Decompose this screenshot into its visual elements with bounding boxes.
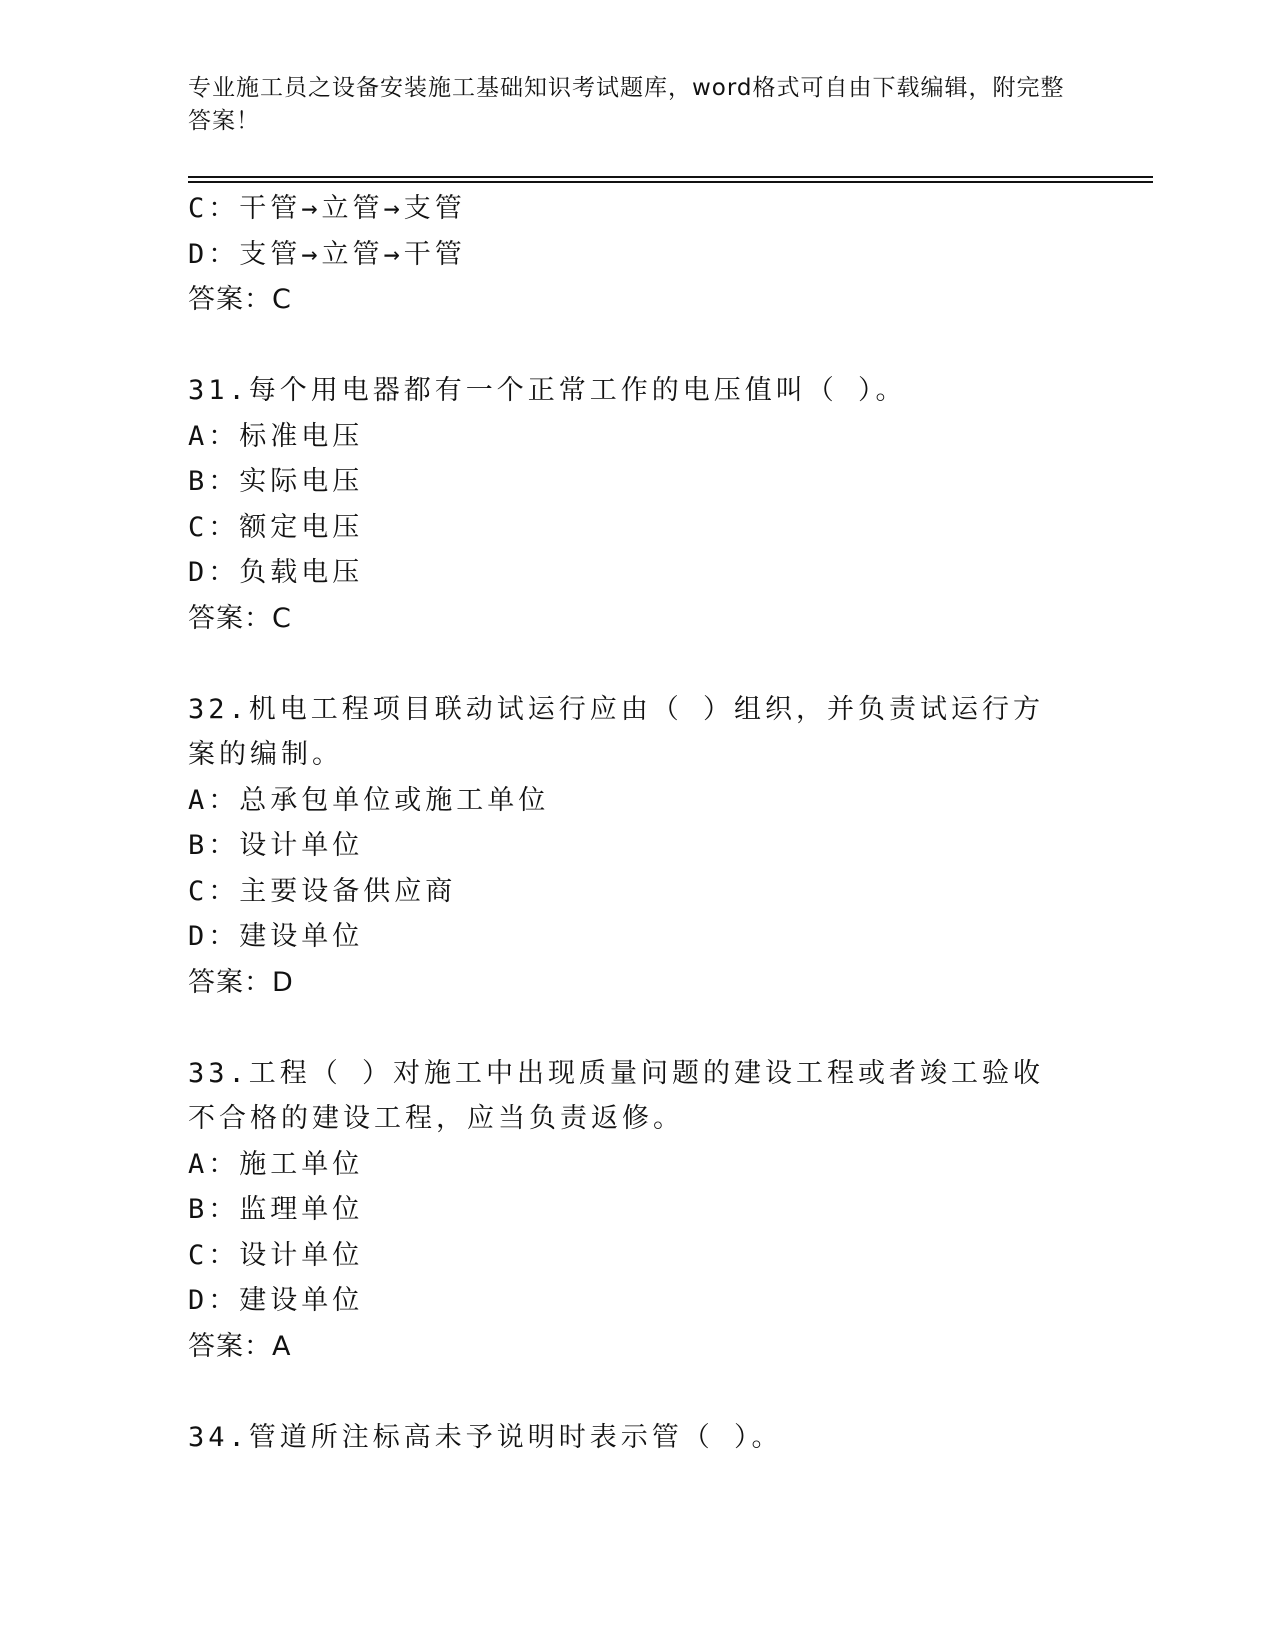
option-d: D：负载电压 <box>188 557 364 588</box>
option-a: A：总承包单位或施工单位 <box>188 784 550 816</box>
option-b: B：实际电压 <box>188 466 364 497</box>
option-a: A：施工单位 <box>188 1148 364 1180</box>
option-d: D：支管→立管→干管 <box>188 238 466 270</box>
option-c: C：干管→立管→支管 <box>188 193 466 224</box>
question-text: 31.每个用电器都有一个正常工作的电压值叫（ ）。 <box>188 375 907 406</box>
spacer <box>188 1369 1088 1415</box>
option-b: B：监理单位 <box>188 1194 364 1225</box>
option-c: C：主要设备供应商 <box>188 875 457 907</box>
question-text: 34.管道所注标高未予说明时表示管（ ）。 <box>188 1421 783 1453</box>
question-text: 32.机电工程项目联动试运行应由（ ）组织，并负责试运行方案的编制。 <box>188 693 1045 770</box>
option-d: D：建设单位 <box>188 1285 364 1316</box>
option-c: C：设计单位 <box>188 1239 364 1271</box>
answer-line: 答案：A <box>188 1330 292 1362</box>
question-31 <box>188 368 1088 641</box>
answer-line: 答案：C <box>188 284 292 315</box>
option-a: A：标准电压 <box>188 420 364 452</box>
question-content <box>188 186 1088 1460</box>
question-33 <box>188 1051 1088 1370</box>
option-d: D：建设单位 <box>188 921 364 952</box>
spacer <box>188 1005 1088 1051</box>
spacer <box>188 641 1088 687</box>
previous-question-tail <box>188 186 1088 323</box>
option-b: B：设计单位 <box>188 830 364 861</box>
header-divider-bottom <box>188 181 1153 183</box>
option-c: C：额定电压 <box>188 511 364 543</box>
document-header: 专业施工员之设备安装施工基础知识考试题库，word格式可自由下载编辑，附完整答案！ <box>188 75 1065 134</box>
question-32 <box>188 687 1088 1006</box>
question-text: 33.工程（ ）对施工中出现质量问题的建设工程或者竣工验收不合格的建设工程，应当负责返修。 <box>188 1057 1045 1134</box>
spacer <box>188 323 1088 369</box>
answer-line: 答案：C <box>188 602 292 634</box>
answer-line: 答案：D <box>188 966 294 998</box>
question-34 <box>188 1415 1088 1461</box>
header-divider-top <box>188 176 1153 178</box>
